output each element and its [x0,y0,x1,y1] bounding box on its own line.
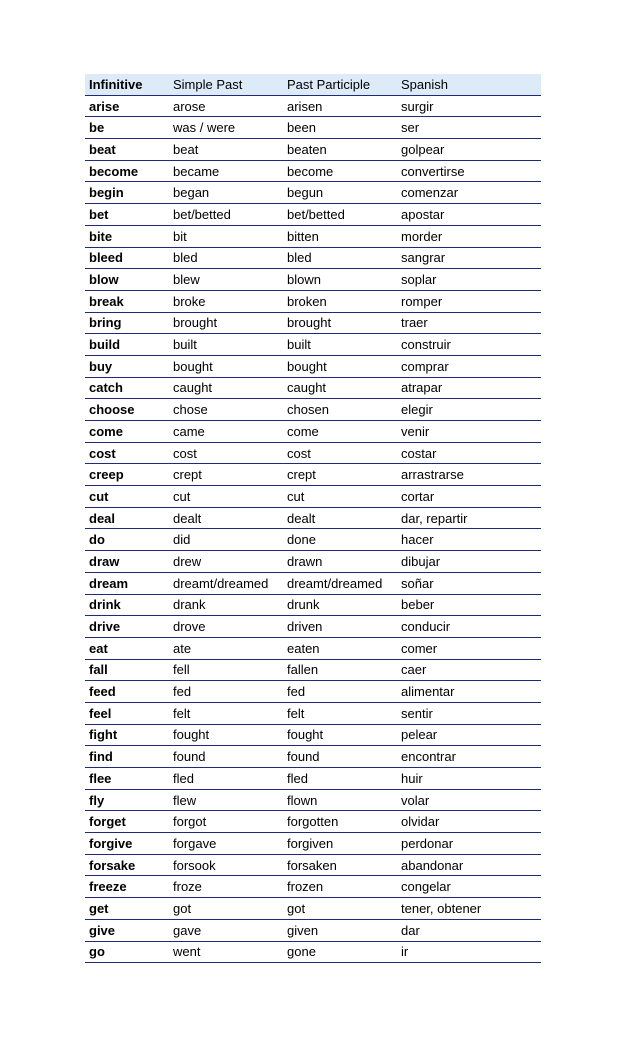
spanish-cell: pelear [397,724,541,746]
simple-past-cell: froze [169,876,283,898]
spanish-cell: dar, repartir [397,507,541,529]
past-participle-cell: chosen [283,399,397,421]
infinitive-cell: find [85,746,169,768]
simple-past-cell: drove [169,616,283,638]
table-row [85,681,541,703]
simple-past-cell: cut [169,486,283,508]
table-row [85,811,541,833]
simple-past-cell: forsook [169,854,283,876]
table-row [85,724,541,746]
past-participle-cell: cost [283,442,397,464]
spanish-cell: ir [397,941,541,963]
spanish-cell: alimentar [397,681,541,703]
infinitive-cell: dream [85,572,169,594]
table-row [85,529,541,551]
infinitive-cell: flee [85,768,169,790]
table-header [85,74,541,95]
table-row [85,442,541,464]
simple-past-cell: arose [169,95,283,117]
simple-past-cell: fed [169,681,283,703]
simple-past-cell: felt [169,702,283,724]
table-row [85,355,541,377]
header-row [85,74,541,95]
spanish-cell: encontrar [397,746,541,768]
spanish-cell: comer [397,637,541,659]
spanish-cell: volar [397,789,541,811]
past-participle-cell: come [283,421,397,443]
past-participle-cell: drunk [283,594,397,616]
infinitive-cell: become [85,160,169,182]
simple-past-cell: drew [169,551,283,573]
table-row [85,117,541,139]
infinitive-cell: feed [85,681,169,703]
infinitive-cell: fly [85,789,169,811]
past-participle-cell: gone [283,941,397,963]
spanish-cell: abandonar [397,854,541,876]
past-participle-cell: broken [283,290,397,312]
spanish-cell: surgir [397,95,541,117]
simple-past-cell: fought [169,724,283,746]
spanish-cell: costar [397,442,541,464]
infinitive-cell: buy [85,355,169,377]
simple-past-cell: chose [169,399,283,421]
simple-past-cell: drank [169,594,283,616]
simple-past-cell: was / were [169,117,283,139]
infinitive-cell: blow [85,269,169,291]
spanish-cell: olvidar [397,811,541,833]
spanish-cell: congelar [397,876,541,898]
past-participle-cell: beaten [283,139,397,161]
spanish-cell: atrapar [397,377,541,399]
table-row [85,702,541,724]
past-participle-cell: cut [283,486,397,508]
past-participle-cell: bought [283,355,397,377]
past-participle-cell: arisen [283,95,397,117]
spanish-cell: dibujar [397,551,541,573]
past-participle-cell: given [283,919,397,941]
header-spanish: Spanish [397,74,541,95]
table-row [85,225,541,247]
table-row [85,551,541,573]
infinitive-cell: drink [85,594,169,616]
table-body [85,95,541,963]
table-row [85,789,541,811]
infinitive-cell: draw [85,551,169,573]
simple-past-cell: bought [169,355,283,377]
spanish-cell: apostar [397,204,541,226]
past-participle-cell: dreamt/dreamed [283,572,397,594]
spanish-cell: romper [397,290,541,312]
past-participle-cell: fallen [283,659,397,681]
table-row [85,399,541,421]
table-row [85,421,541,443]
spanish-cell: hacer [397,529,541,551]
infinitive-cell: forsake [85,854,169,876]
spanish-cell: beber [397,594,541,616]
table-row [85,139,541,161]
table-row [85,204,541,226]
spanish-cell: cortar [397,486,541,508]
table-row [85,572,541,594]
past-participle-cell: forsaken [283,854,397,876]
simple-past-cell: became [169,160,283,182]
spanish-cell: soñar [397,572,541,594]
simple-past-cell: broke [169,290,283,312]
past-participle-cell: begun [283,182,397,204]
simple-past-cell: crept [169,464,283,486]
past-participle-cell: fought [283,724,397,746]
past-participle-cell: blown [283,269,397,291]
infinitive-cell: cost [85,442,169,464]
spanish-cell: comprar [397,355,541,377]
simple-past-cell: dealt [169,507,283,529]
simple-past-cell: built [169,334,283,356]
past-participle-cell: dealt [283,507,397,529]
past-participle-cell: drawn [283,551,397,573]
table-row [85,919,541,941]
table-row [85,182,541,204]
simple-past-cell: caught [169,377,283,399]
infinitive-cell: drive [85,616,169,638]
table-row [85,160,541,182]
spanish-cell: traer [397,312,541,334]
infinitive-cell: catch [85,377,169,399]
table-row [85,854,541,876]
infinitive-cell: fall [85,659,169,681]
spanish-cell: soplar [397,269,541,291]
past-participle-cell: crept [283,464,397,486]
infinitive-cell: break [85,290,169,312]
past-participle-cell: forgiven [283,833,397,855]
infinitive-cell: build [85,334,169,356]
spanish-cell: perdonar [397,833,541,855]
infinitive-cell: bet [85,204,169,226]
spanish-cell: caer [397,659,541,681]
infinitive-cell: begin [85,182,169,204]
past-participle-cell: become [283,160,397,182]
simple-past-cell: brought [169,312,283,334]
table-row [85,334,541,356]
past-participle-cell: caught [283,377,397,399]
simple-past-cell: fled [169,768,283,790]
infinitive-cell: be [85,117,169,139]
spanish-cell: construir [397,334,541,356]
table-row [85,594,541,616]
spanish-cell: huir [397,768,541,790]
infinitive-cell: creep [85,464,169,486]
table-row [85,746,541,768]
simple-past-cell: did [169,529,283,551]
table-row [85,247,541,269]
table-row [85,941,541,963]
infinitive-cell: bleed [85,247,169,269]
table-row [85,377,541,399]
simple-past-cell: blew [169,269,283,291]
table-row [85,833,541,855]
simple-past-cell: forgave [169,833,283,855]
table-row [85,95,541,117]
table-row [85,312,541,334]
table-row [85,876,541,898]
simple-past-cell: forgot [169,811,283,833]
infinitive-cell: fight [85,724,169,746]
past-participle-cell: been [283,117,397,139]
spanish-cell: elegir [397,399,541,421]
infinitive-cell: freeze [85,876,169,898]
simple-past-cell: dreamt/dreamed [169,572,283,594]
simple-past-cell: bled [169,247,283,269]
simple-past-cell: began [169,182,283,204]
table-row [85,464,541,486]
infinitive-cell: eat [85,637,169,659]
table-row [85,898,541,920]
spanish-cell: sentir [397,702,541,724]
table-row [85,659,541,681]
past-participle-cell: driven [283,616,397,638]
infinitive-cell: deal [85,507,169,529]
simple-past-cell: came [169,421,283,443]
past-participle-cell: fled [283,768,397,790]
spanish-cell: arrastrarse [397,464,541,486]
header-simple-past: Simple Past [169,74,283,95]
infinitive-cell: bring [85,312,169,334]
past-participle-cell: bitten [283,225,397,247]
past-participle-cell: fed [283,681,397,703]
past-participle-cell: built [283,334,397,356]
simple-past-cell: bet/betted [169,204,283,226]
past-participle-cell: got [283,898,397,920]
table-row [85,290,541,312]
past-participle-cell: felt [283,702,397,724]
spanish-cell: sangrar [397,247,541,269]
spanish-cell: dar [397,919,541,941]
spanish-cell: golpear [397,139,541,161]
spanish-cell: conducir [397,616,541,638]
infinitive-cell: forget [85,811,169,833]
infinitive-cell: come [85,421,169,443]
infinitive-cell: choose [85,399,169,421]
irregular-verbs-table [85,74,541,963]
header-past-participle: Past Participle [283,74,397,95]
table-row [85,269,541,291]
past-participle-cell: eaten [283,637,397,659]
table-row [85,507,541,529]
infinitive-cell: bite [85,225,169,247]
header-infinitive: Infinitive [85,74,169,95]
table-row [85,486,541,508]
infinitive-cell: get [85,898,169,920]
infinitive-cell: go [85,941,169,963]
past-participle-cell: done [283,529,397,551]
spanish-cell: convertirse [397,160,541,182]
simple-past-cell: cost [169,442,283,464]
simple-past-cell: got [169,898,283,920]
past-participle-cell: bet/betted [283,204,397,226]
past-participle-cell: found [283,746,397,768]
past-participle-cell: bled [283,247,397,269]
simple-past-cell: ate [169,637,283,659]
past-participle-cell: forgotten [283,811,397,833]
simple-past-cell: found [169,746,283,768]
simple-past-cell: went [169,941,283,963]
past-participle-cell: frozen [283,876,397,898]
infinitive-cell: forgive [85,833,169,855]
infinitive-cell: feel [85,702,169,724]
table-row [85,637,541,659]
spanish-cell: ser [397,117,541,139]
infinitive-cell: arise [85,95,169,117]
simple-past-cell: flew [169,789,283,811]
spanish-cell: morder [397,225,541,247]
simple-past-cell: fell [169,659,283,681]
simple-past-cell: bit [169,225,283,247]
spanish-cell: comenzar [397,182,541,204]
simple-past-cell: beat [169,139,283,161]
past-participle-cell: flown [283,789,397,811]
simple-past-cell: gave [169,919,283,941]
spanish-cell: tener, obtener [397,898,541,920]
spanish-cell: venir [397,421,541,443]
table-row [85,768,541,790]
infinitive-cell: cut [85,486,169,508]
infinitive-cell: beat [85,139,169,161]
infinitive-cell: do [85,529,169,551]
table-row [85,616,541,638]
past-participle-cell: brought [283,312,397,334]
infinitive-cell: give [85,919,169,941]
